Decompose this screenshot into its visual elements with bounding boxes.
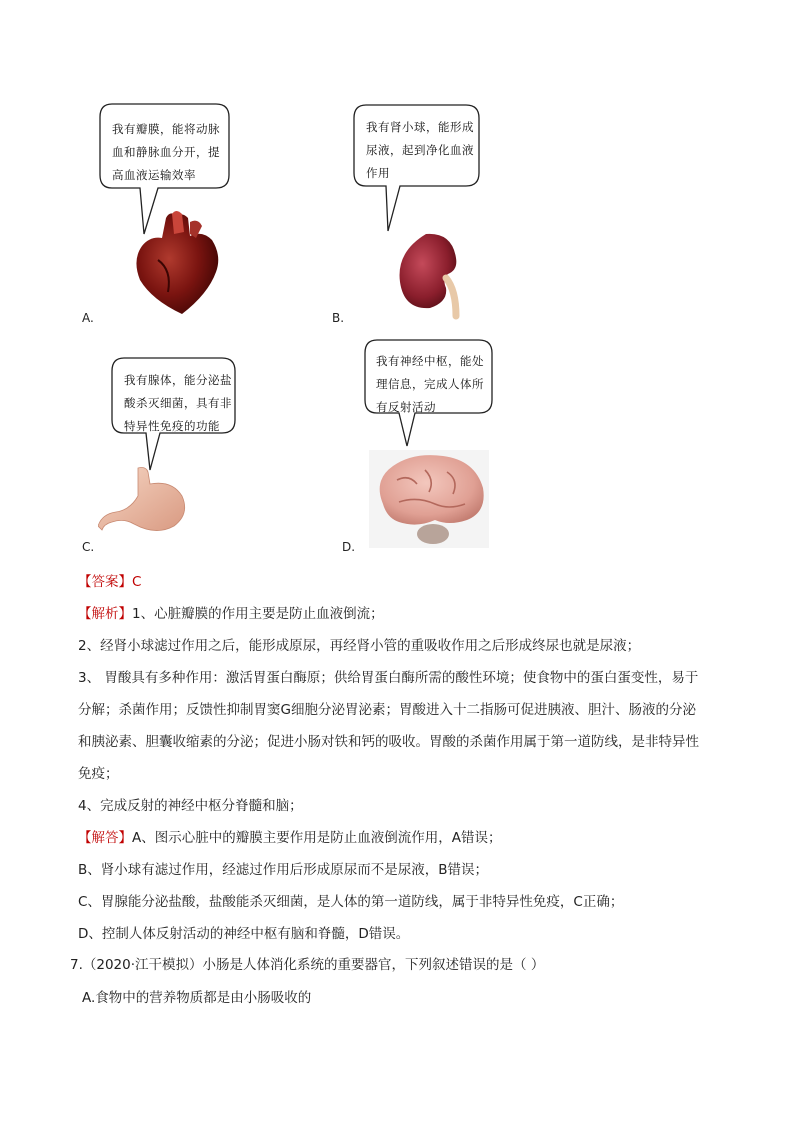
solution-line-3: C、胃腺能分泌盐酸，盐酸能杀灭细菌，是人体的第一道防线，属于非特异性免疫，C正确；	[78, 894, 624, 910]
analysis-line-6: 免疫；	[78, 766, 119, 782]
solution-line-4: D、控制人体反射活动的神经中枢有脑和脊髓，D错误。	[78, 926, 410, 942]
analysis-line-1	[78, 602, 384, 622]
bubble-text-a: 我有瓣膜，能将动脉 血和静脉血分开，提 高血液运输效率	[112, 122, 220, 182]
brain-icon	[369, 450, 489, 548]
option-label-a: A.	[82, 311, 94, 325]
answer-value: C	[132, 574, 142, 590]
option-label-c: C.	[82, 540, 95, 554]
heart-icon	[132, 210, 224, 318]
option-label-d: D.	[342, 540, 356, 554]
bubble-text-c: 我有腺体，能分泌盐 酸杀灭细菌，具有非 特异性免疫的功能	[124, 373, 232, 433]
solution-line-1	[78, 826, 501, 846]
analysis-tag: 【解析】	[78, 606, 132, 622]
option-label-b: B.	[332, 311, 345, 325]
answer-tag: 【答案】	[78, 574, 132, 590]
solution-text-1: A、图示心脏中的瓣膜主要作用是防止血液倒流作用，A错误；	[132, 830, 502, 846]
analysis-line-7: 4、完成反射的神经中枢分脊髓和脑；	[78, 798, 303, 814]
solution-tag: 【解答】	[78, 830, 132, 846]
question-7-option-a: A.食物中的营养物质都是由小肠吸收的	[82, 990, 312, 1006]
stomach-icon	[98, 466, 190, 536]
analysis-line-3: 3、 胃酸具有多种作用：激活胃蛋白酶原；供给胃蛋白酶所需的酸性环境；使食物中的蛋白蛋变性，易于	[78, 670, 699, 686]
bubble-text-b: 我有肾小球，能形成 尿液，起到净化血液 作用	[366, 120, 474, 180]
analysis-text-1: 1、心脏瓣膜的作用主要是防止血液倒流；	[132, 606, 384, 622]
analysis-line-2: 2、经肾小球滤过作用之后，能形成原尿，再经肾小管的重吸收作用之后形成终尿也就是尿液；	[78, 638, 641, 654]
bubble-text-d: 我有神经中枢，能处 理信息，完成人体所 有反射活动	[376, 354, 484, 414]
answer-line	[78, 570, 141, 590]
solution-line-2: B、肾小球有滤过作用，经滤过作用后形成原尿而不是尿液，B错误；	[78, 862, 489, 878]
analysis-line-4: 分解；杀菌作用；反馈性抑制胃窦G细胞分泌胃泌素；胃酸进入十二指肠可促进胰液、胆汁、肠液的分泌	[78, 702, 696, 718]
question-7-stem: 7.（2020·江干模拟）小肠是人体消化系统的重要器官，下列叙述错误的是（ ）	[70, 957, 545, 973]
analysis-line-5: 和胰泌素、胆囊收缩素的分泌；促进小肠对铁和钙的吸收。胃酸的杀菌作用属于第一道防线，是非特异性	[78, 734, 699, 750]
kidney-icon	[396, 230, 468, 322]
